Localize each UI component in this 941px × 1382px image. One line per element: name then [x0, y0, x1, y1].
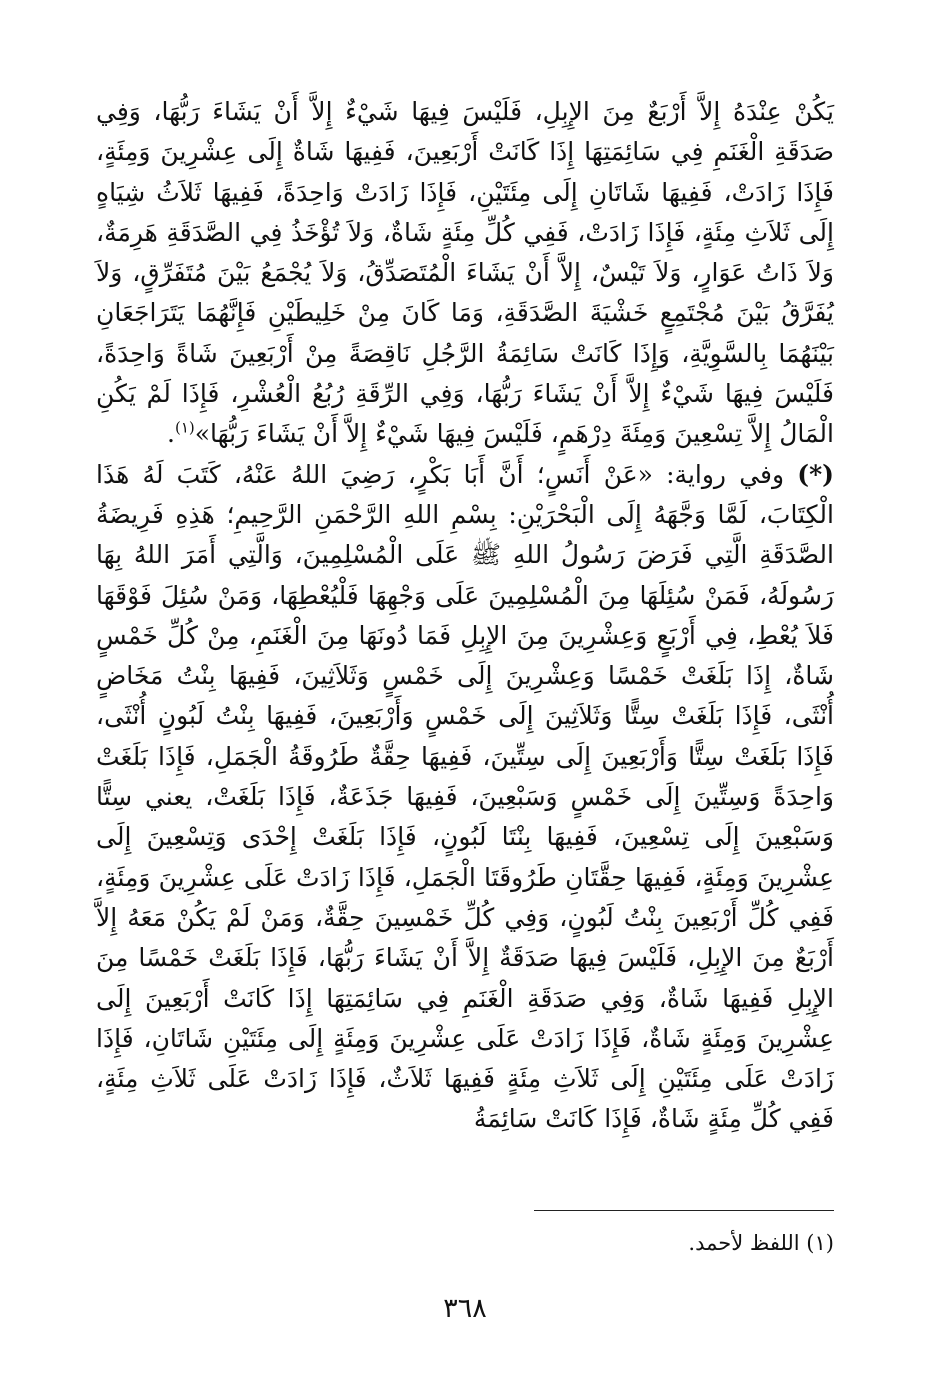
paragraph-2-text: وفي رواية: «عَنْ أَنَسٍ؛ أَنَّ أَبَا بَكْرٍ، رَضِيَ اللهُ عَنْهُ، كَتَبَ لَهُ هَذَا الْكِتَابَ، لَمَّا وَجَّهَهُ إِلَى الْبَحْرَيْنِ: بِسْمِ اللهِ الرَّحْمَنِ الرَّحِيمِ؛ هَذِهِ فَرِيضَةُ الصَّدَقَةِ الَّتِي فَرَضَ رَسُولُ اللهِ ﷺ عَلَى الْمُسْلِمِينَ، وَالَّتِي أَمَرَ اللهُ بِهَا رَسُولَهُ، فَمَنْ سُئِلَهَا مِنَ الْمُسْلِمِينَ عَلَى وَجْهِهَا فَلْيُعْطِهَا، وَمَنْ سُئِلَ فَوْقَهَا فَلاَ يُعْطِ، فِي أَرْبَعٍ وَعِشْرِينَ مِنَ الإِبِلِ فَمَا دُونَهَا مِنَ الْغَنَمِ، مِنْ كُلِّ خَمْسٍ شَاةٌ، إِذَا بَلَغَتْ خَمْسًا وَعِشْرِينَ إِلَى خَمْسٍ وَثَلاَثِينَ، فَفِيهَا بِنْتُ مَخَاضٍ أُنْثَى، فَإِذَا بَلَغَتْ سِتًّا وَثَلاَثِينَ إِلَى خَمْسٍ وَأَرْبَعِينَ، فَفِيهَا بِنْتُ لَبُونٍ أُنْثَى، فَإِذَا بَلَغَتْ سِتًّا وَأَرْبَعِينَ إِلَى سِتِّينَ، فَفِيهَا حِقَّةٌ طَرُوقَةُ الْجَمَلِ، فَإِذَا بَلَغَتْ وَاحِدَةً وَسِتِّينَ إِلَى خَمْسٍ وَسَبْعِينَ، فَفِيهَا جَذَعَةٌ، فَإِذَا بَلَغَتْ، يعني سِتًّا وَسَبْعِينَ إِلَى تِسْعِينَ، فَفِيهَا بِنْتَا لَبُونٍ، فَإِذَا بَلَغَتْ إِحْدَى وَتِسْعِينَ إِلَى عِشْرِينَ وَمِئَةٍ، فَفِيهَا حِقَّتَانِ طَرُوقَتَا الْجَمَلِ، فَإِذَا زَادَتْ عَلَى عِشْرِينَ وَمِئَةٍ، فَفِي كُلِّ أَرْبَعِينَ بِنْتُ لَبُونٍ، وَفِي كُلِّ خَمْسِينَ حِقَّةٌ، وَمَنْ لَمْ يَكُنْ مَعَهُ إِلاَّ أَرْبَعٌ مِنَ الإِبِلِ، فَلَيْسَ فِيهَا صَدَقَةٌ إِلاَّ أَنْ يَشَاءَ رَبُّهَا، فَإِذَا بَلَغَتْ خَمْسًا مِنَ الإِبِلِ فَفِيهَا شَاةٌ، وَفِي صَدَقَةِ الْغَنَمِ فِي سَائِمَتِهَا إِذَا كَانَتْ أَرْبَعِينَ إِلَى عِشْرِينَ وَمِئَةٍ شَاةٌ، فَإِذَا زَادَتْ عَلَى عِشْرِينَ وَمِئَةٍ إِلَى مِئَتَيْنِ شَاتَانِ، فَإِذَا زَادَتْ عَلَى مِئَتَيْنِ إِلَى ثَلاَثِ مِئَةٍ فَفِيهَا ثَلاَثٌ، فَإِذَا زَادَتْ عَلَى ثَلاَثِ مِئَةٍ، فَفِي كُلِّ مِئَةٍ شَاةٌ، فَإِذَا كَانَتْ سَائِمَةُ	[96, 459, 834, 1134]
main-text	[96, 92, 834, 1140]
paragraph-1-end: .	[167, 419, 175, 449]
page-number: ٣٦٨	[443, 1293, 487, 1324]
paragraph-hadith-continuation	[96, 92, 834, 455]
footnote-separator	[534, 1210, 834, 1211]
variant-marker: (*)	[797, 459, 834, 489]
paragraph-variant-narration	[96, 455, 834, 1140]
footnote: (١) اللفظ لأحمد.	[688, 1231, 834, 1255]
paragraph-1-text: يَكُنْ عِنْدَهُ إِلاَّ أَرْبَعٌ مِنَ الإِبِلِ، فَلَيْسَ فِيهَا شَيْءٌ إِلاَّ أَنْ يَشَاءَ رَبُّهَا، وَفِي صَدَقَةِ الْغَنَمِ فِي سَائِمَتِهَا إِذَا كَانَتْ أَرْبَعِينَ، فَفِيهَا شَاةٌ إِلَى عِشْرِينَ وَمِئَةٍ، فَإِذَا زَادَتْ، فَفِيهَا شَاتَانِ إِلَى مِئَتَيْنِ، فَإِذَا زَادَتْ وَاحِدَةً، فَفِيهَا ثَلاَثُ شِيَاهٍ إِلَى ثَلاَثِ مِئَةٍ، فَإِذَا زَادَتْ، فَفِي كُلِّ مِئَةٍ شَاةٌ، وَلاَ تُؤْخَذُ فِي الصَّدَقَةِ هَرِمَةٌ، وَلاَ ذَاتُ عَوَارٍ، وَلاَ تَيْسٌ، إِلاَّ أَنْ يَشَاءَ الْمُتَصَدِّقُ، وَلاَ يُجْمَعُ بَيْنَ مُتَفَرِّقٍ، وَلاَ يُفَرَّقُ بَيْنَ مُجْتَمِعٍ خَشْيَةَ الصَّدَقَةِ، وَمَا كَانَ مِنْ خَلِيطَيْنِ فَإِنَّهُمَا يَتَرَاجَعَانِ بَيْنَهُمَا بِالسَّوِيَّةِ، وَإِذَا كَانَتْ سَائِمَةُ الرَّجُلِ نَاقِصَةً مِنْ أَرْبَعِينَ شَاةً وَاحِدَةً، فَلَيْسَ فِيهَا شَيْءٌ إِلاَّ أَنْ يَشَاءَ رَبُّهَا، وَفِي الرِّقَةِ رُبُعُ الْعُشْرِ، فَإِذَا لَمْ يَكُنِ الْمَالُ إِلاَّ تِسْعِينَ وَمِئَةَ دِرْهَمٍ، فَلَيْسَ فِيهَا شَيْءٌ إِلاَّ أَنْ يَشَاءَ رَبُّهَا»	[96, 97, 834, 449]
book-page	[96, 92, 834, 1324]
footnote-reference: (١)	[174, 419, 195, 438]
